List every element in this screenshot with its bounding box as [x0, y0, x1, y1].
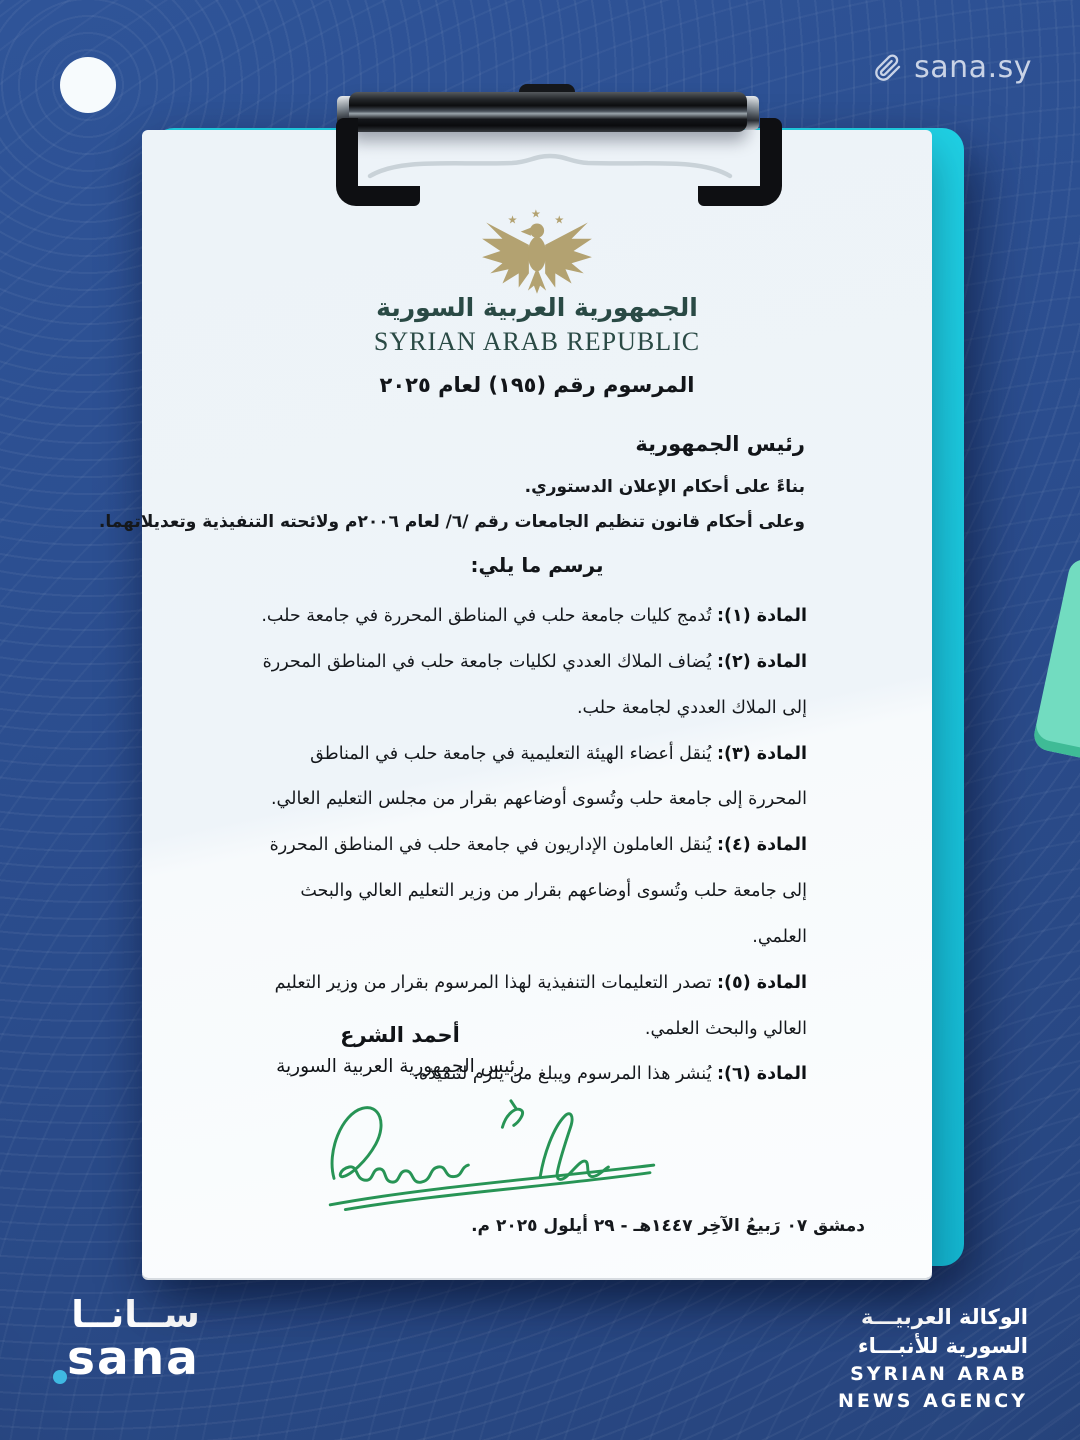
- agency-name: [838, 1303, 1028, 1416]
- emblem-star: ★: [530, 208, 541, 221]
- signatory-name: أحمد الشرع: [340, 1023, 460, 1047]
- article-text: تصدر التعليمات التنفيذية لهذا المرسوم بقرار من وزير التعليم العالي والبحث العلمي.: [274, 972, 807, 1039]
- dateline: دمشق ٠٧ رَبيعُ الآخِر ١٤٤٧هـ - ٢٩ أيلول ٢٠٢٥ م.: [471, 1216, 865, 1236]
- sana-logo-arabic: ســانــا: [71, 1293, 200, 1336]
- emblem: [142, 208, 932, 298]
- handwritten-signature: [317, 1082, 667, 1217]
- clip-wire: [366, 148, 734, 184]
- article-text: يُضاف الملاك العددي لكليات جامعة حلب في المناطق المحررة إلى الملاك العددي لجامعة حلب.: [262, 651, 807, 718]
- emblem-star: ★: [554, 213, 565, 227]
- sana-logo-latin: [55, 1331, 200, 1386]
- decree-title: المرسوم رقم (١٩٥) لعام ٢٠٢٥: [379, 373, 695, 397]
- article-label: المادة (٣):: [717, 743, 807, 764]
- logo-dot: [53, 1370, 67, 1384]
- article-3: [260, 732, 807, 824]
- sana-wordmark: sana: [67, 1331, 200, 1386]
- emblem-star: ★: [507, 213, 518, 227]
- agency-name-en-line2: NEWS AGENCY: [837, 1390, 1028, 1413]
- sana-logo: [55, 1293, 200, 1386]
- article-text: يُنشر هذا المرسوم ويبلغ من يلزم لتنفيذه.: [413, 1064, 712, 1085]
- republic-name-english: SYRIAN ARAB REPUBLIC: [373, 327, 701, 356]
- eagle-emblem-icon: [476, 208, 598, 294]
- agency-name-en-line1: SYRIAN ARAB: [850, 1362, 1028, 1385]
- article-label: المادة (٢):: [717, 651, 807, 672]
- agency-name-ar-line1: الوكالة العربيـــة: [860, 1305, 1028, 1329]
- signatory-title: رئيس الجمهورية العربية السورية: [276, 1056, 524, 1077]
- decorative-circle: [60, 57, 116, 113]
- enactment-clause: يرسم ما يلي:: [470, 553, 604, 577]
- preamble-line: وعلى أحكام قانون تنظيم الجامعات رقم /٦/ لعام ٢٠٠٦م ولائحته التنفيذية وتعديلاتهما.: [98, 512, 805, 532]
- article-text: يُنقل أعضاء الهيئة التعليمية في جامعة حلب في المناطق المحررة إلى جامعة حلب وتُسوى أوضاعهم بقرار من مجلس التعليم العالي.: [270, 743, 807, 810]
- republic-name-arabic: الجمهورية العربية السورية: [376, 293, 698, 322]
- article-label: المادة (١):: [717, 606, 807, 626]
- article-4: [260, 823, 807, 961]
- article-2: [260, 640, 807, 732]
- signature-block: [210, 1023, 590, 1077]
- article-text: يُنقل العاملون الإداريون في جامعة حلب في المناطق المحررة إلى جامعة حلب وتُسوى أوضاعهم بقرار من وزير التعليم العالي والبحث العلمي.: [269, 835, 807, 947]
- preamble-heading: رئيس الجمهورية: [635, 432, 805, 456]
- article-label: المادة (٥):: [717, 972, 807, 993]
- article-label: المادة (٦):: [717, 1064, 807, 1085]
- article-text: تُدمج كليات جامعة حلب في المناطق المحررة في جامعة حلب.: [261, 606, 712, 626]
- agency-name-ar-line2: السورية للأنبـــاء: [857, 1333, 1028, 1358]
- sticky-note-corner: [1031, 557, 1080, 779]
- site-link: [874, 50, 1032, 85]
- site-link-text: sana.sy: [914, 50, 1032, 85]
- article-label: المادة (٤):: [717, 835, 807, 856]
- article-1: [260, 594, 807, 640]
- paperclip-icon: [874, 54, 902, 82]
- preamble-line: بناءً على أحكام الإعلان الدستوري.: [524, 477, 805, 497]
- decree-document: [98, 130, 932, 1278]
